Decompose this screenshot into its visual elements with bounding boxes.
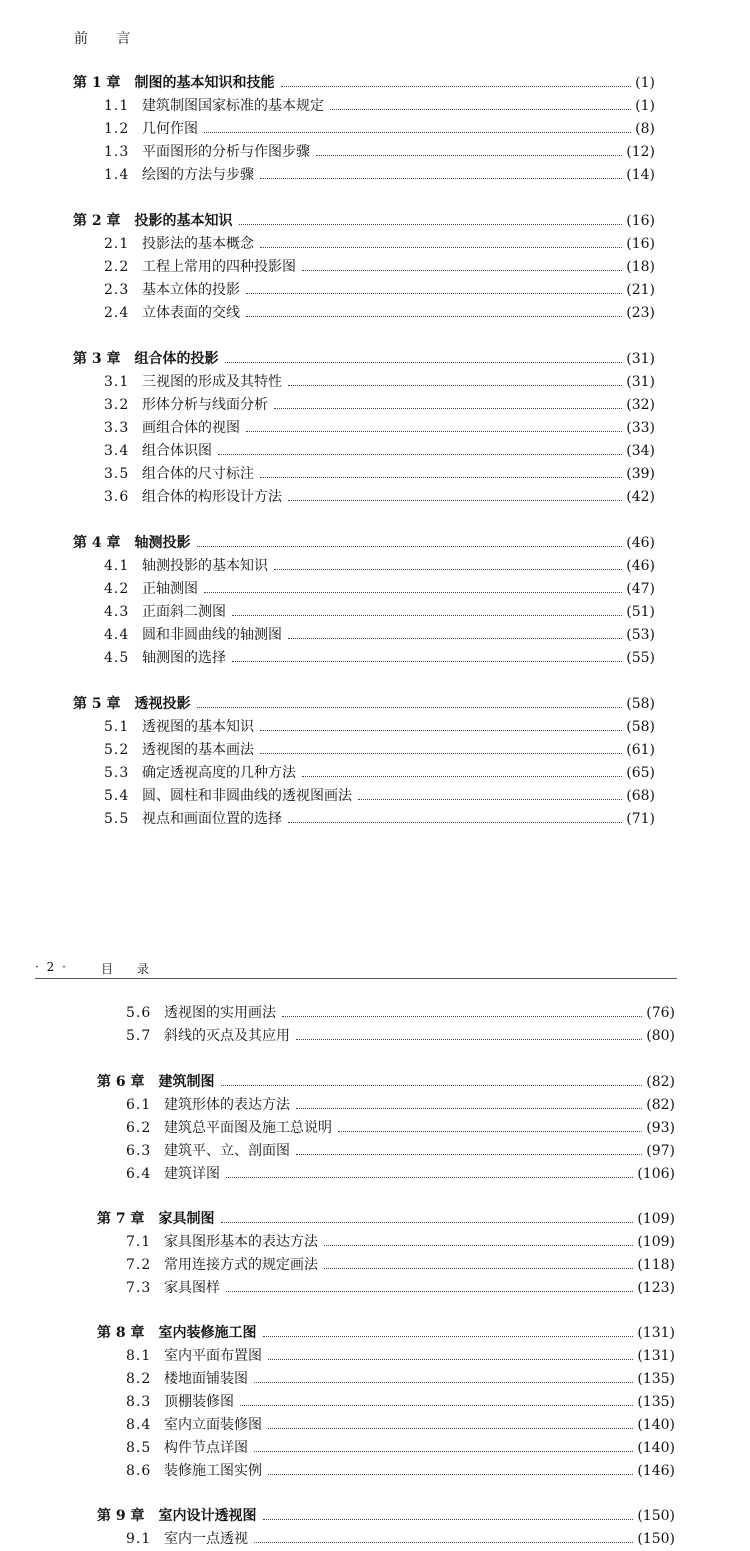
section-entry[interactable] (97, 1528, 675, 1551)
chapter-label: 第 4 章 (73, 535, 121, 551)
chapter-title: 投影的基本知识 (134, 213, 233, 229)
section-page: (46) (626, 558, 655, 574)
chapter-title: 制图的基本知识和技能 (134, 75, 275, 91)
section-number: 3.3 (104, 420, 130, 436)
section-entry[interactable] (73, 624, 655, 647)
section-page: (135) (637, 1371, 675, 1387)
section-page: (71) (626, 811, 655, 827)
chapter-entry[interactable] (73, 72, 655, 95)
section-page: (109) (637, 1234, 675, 1250)
section-page: (58) (626, 719, 655, 735)
section-entry[interactable] (97, 1140, 675, 1163)
section-number: 4.2 (104, 581, 130, 597)
section-entry[interactable] (73, 785, 655, 808)
section-entry[interactable] (97, 1025, 675, 1048)
dot-leader (302, 776, 622, 777)
chapter-page: (150) (637, 1508, 675, 1524)
chapter-title: 轴测投影 (134, 535, 191, 551)
dot-leader (288, 822, 622, 823)
section-page: (32) (626, 397, 655, 413)
section-page: (131) (637, 1348, 675, 1364)
section-page: (53) (626, 627, 655, 643)
section-entry[interactable] (73, 601, 655, 624)
section-number: 8.6 (126, 1463, 152, 1479)
dot-leader (197, 546, 623, 547)
section-title: 建筑详图 (164, 1166, 220, 1182)
section-title: 画组合体的视图 (142, 420, 240, 436)
dot-leader (246, 431, 622, 432)
chapter-entry[interactable] (73, 532, 655, 555)
chapter-label: 第 7 章 (97, 1211, 145, 1227)
section-page: (21) (626, 282, 655, 298)
toc-page-2 (0, 960, 750, 1546)
dot-leader (204, 592, 622, 593)
section-entry[interactable] (73, 95, 655, 118)
section-number: 5.2 (104, 742, 130, 758)
section-title: 投影法的基本概念 (142, 236, 254, 252)
section-entry[interactable] (97, 1277, 675, 1300)
section-entry[interactable] (97, 1117, 675, 1140)
section-entry[interactable] (73, 279, 655, 302)
section-entry[interactable] (73, 716, 655, 739)
section-number: 6.3 (126, 1143, 152, 1159)
toc-chapter (73, 693, 655, 831)
dot-leader (221, 1222, 634, 1223)
section-page: (146) (637, 1463, 675, 1479)
section-title: 斜线的灭点及其应用 (164, 1028, 290, 1044)
chapter-label: 第 5 章 (73, 696, 121, 712)
chapter-title: 室内装修施工图 (158, 1325, 257, 1341)
chapter-label: 第 9 章 (97, 1508, 145, 1524)
section-entry[interactable] (73, 118, 655, 141)
dot-leader (268, 1359, 633, 1360)
dot-leader (225, 362, 623, 363)
section-page: (118) (637, 1257, 675, 1273)
section-entry[interactable] (97, 1254, 675, 1277)
section-title: 建筑制图国家标准的基本规定 (142, 98, 324, 114)
chapter-page: (82) (646, 1074, 675, 1090)
dot-leader (246, 316, 622, 317)
toc-chapter (97, 1322, 675, 1483)
section-number: 3.6 (104, 489, 130, 505)
section-number: 3.2 (104, 397, 130, 413)
dot-leader (268, 1428, 633, 1429)
section-title: 楼地面铺装图 (164, 1371, 248, 1387)
section-number: 5.7 (126, 1028, 152, 1044)
section-title: 家具图样 (164, 1280, 220, 1296)
chapter-entry[interactable] (73, 348, 655, 371)
section-entry[interactable] (97, 1094, 675, 1117)
section-number: 5.4 (104, 788, 130, 804)
dot-leader (240, 1405, 633, 1406)
section-title: 平面图形的分析与作图步骤 (142, 144, 310, 160)
dot-leader (358, 799, 622, 800)
section-number: 8.1 (126, 1348, 152, 1364)
section-number: 1.4 (104, 167, 130, 183)
dot-leader (232, 615, 622, 616)
dot-leader (288, 385, 622, 386)
section-entry[interactable] (97, 1460, 675, 1483)
dot-leader (330, 109, 631, 110)
dot-leader (288, 638, 622, 639)
section-entry[interactable] (73, 302, 655, 325)
section-page: (18) (626, 259, 655, 275)
section-page: (65) (626, 765, 655, 781)
chapter-page: (131) (637, 1325, 675, 1341)
dot-leader (316, 155, 622, 156)
section-title: 家具图形基本的表达方法 (164, 1234, 318, 1250)
dot-leader (296, 1108, 642, 1109)
section-page: (97) (646, 1143, 675, 1159)
dot-leader (263, 1519, 634, 1520)
dot-leader (221, 1085, 643, 1086)
toc-chapter (97, 1208, 675, 1300)
dot-leader (296, 1039, 642, 1040)
section-title: 立体表面的交线 (142, 305, 240, 321)
section-title: 建筑平、立、剖面图 (164, 1143, 290, 1159)
section-title: 三视图的形成及其特性 (142, 374, 282, 390)
section-number: 5.3 (104, 765, 130, 781)
section-page: (140) (637, 1417, 675, 1433)
section-entry[interactable] (97, 1163, 675, 1186)
toc-chapter (97, 1505, 675, 1551)
section-title: 构件节点详图 (164, 1440, 248, 1456)
section-page: (23) (626, 305, 655, 321)
section-page: (34) (626, 443, 655, 459)
running-header (35, 960, 677, 979)
section-title: 透视图的基本知识 (142, 719, 254, 735)
section-title: 组合体的构形设计方法 (142, 489, 282, 505)
section-title: 建筑形体的表达方法 (164, 1097, 290, 1113)
section-entry[interactable] (73, 141, 655, 164)
section-number: 5.1 (104, 719, 130, 735)
section-title: 建筑总平面图及施工总说明 (164, 1120, 332, 1136)
dot-leader (263, 1336, 634, 1337)
dot-leader (324, 1268, 633, 1269)
chapter-page: (46) (626, 535, 655, 551)
dot-leader (254, 1382, 633, 1383)
dot-leader (218, 454, 622, 455)
section-title: 几何作图 (142, 121, 198, 137)
section-page: (76) (646, 1005, 675, 1021)
section-title: 正轴测图 (142, 581, 198, 597)
toc-chapter (73, 210, 655, 325)
section-number: 7.1 (126, 1234, 152, 1250)
section-title: 组合体的尺寸标注 (142, 466, 254, 482)
chapter-title: 家具制图 (158, 1211, 215, 1227)
section-number: 8.2 (126, 1371, 152, 1387)
dot-leader (324, 1245, 633, 1246)
section-title: 室内平面布置图 (164, 1348, 262, 1364)
dot-leader (268, 1474, 633, 1475)
section-number: 4.1 (104, 558, 130, 574)
section-page: (82) (646, 1097, 675, 1113)
section-entry[interactable] (97, 1391, 675, 1414)
section-title: 形体分析与线面分析 (142, 397, 268, 413)
section-number: 3.1 (104, 374, 130, 390)
section-entry[interactable] (73, 233, 655, 256)
dot-leader (226, 1291, 633, 1292)
section-number: 1.3 (104, 144, 130, 160)
chapter-label: 第 8 章 (97, 1325, 145, 1341)
dot-leader (239, 224, 623, 225)
section-number: 5.5 (104, 811, 130, 827)
section-title: 室内一点透视 (164, 1531, 248, 1547)
chapter-title: 建筑制图 (158, 1074, 215, 1090)
section-title: 圆、圆柱和非圆曲线的透视图画法 (142, 788, 352, 804)
section-entry[interactable] (73, 647, 655, 670)
dot-leader (274, 408, 622, 409)
chapter-entry[interactable] (73, 693, 655, 716)
section-title: 组合体识图 (142, 443, 212, 459)
chapter-entry[interactable] (97, 1505, 675, 1528)
section-entry[interactable] (97, 1437, 675, 1460)
section-entry[interactable] (73, 762, 655, 785)
chapter-page: (58) (626, 696, 655, 712)
section-page: (1) (635, 98, 655, 114)
section-entry[interactable] (73, 164, 655, 187)
dot-leader (204, 132, 631, 133)
section-title: 顶棚装修图 (164, 1394, 234, 1410)
dot-leader (296, 1154, 642, 1155)
dot-leader (254, 1451, 633, 1452)
section-title: 工程上常用的四种投影图 (142, 259, 296, 275)
section-entry[interactable] (73, 739, 655, 762)
section-number: 6.4 (126, 1166, 152, 1182)
section-number: 7.3 (126, 1280, 152, 1296)
section-page: (47) (626, 581, 655, 597)
section-entry[interactable] (73, 417, 655, 440)
dot-leader (246, 293, 622, 294)
section-page: (39) (626, 466, 655, 482)
section-title: 轴测图的选择 (142, 650, 226, 666)
section-page: (80) (646, 1028, 675, 1044)
dot-leader (282, 1016, 642, 1017)
section-number: 8.5 (126, 1440, 152, 1456)
dot-leader (232, 661, 622, 662)
section-page: (51) (626, 604, 655, 620)
chapter-entry[interactable] (97, 1208, 675, 1231)
section-page: (135) (637, 1394, 675, 1410)
dot-leader (260, 753, 622, 754)
chapter-label: 第 2 章 (73, 213, 121, 229)
dot-leader (288, 500, 622, 501)
section-number: 1.1 (104, 98, 130, 114)
dot-leader (274, 569, 622, 570)
section-number: 1.2 (104, 121, 130, 137)
chapter-entry[interactable] (97, 1071, 675, 1094)
dot-leader (338, 1131, 642, 1132)
dot-leader (254, 1542, 633, 1543)
section-number: 3.5 (104, 466, 130, 482)
section-title: 室内立面装修图 (164, 1417, 262, 1433)
section-title: 轴测投影的基本知识 (142, 558, 268, 574)
section-page: (106) (637, 1166, 675, 1182)
section-number: 2.3 (104, 282, 130, 298)
section-entry[interactable] (73, 371, 655, 394)
chapter-title: 透视投影 (134, 696, 191, 712)
section-entry[interactable] (97, 1414, 675, 1437)
section-page: (61) (626, 742, 655, 758)
section-number: 8.4 (126, 1417, 152, 1433)
toc-chapter (97, 1071, 675, 1186)
section-number: 2.4 (104, 305, 130, 321)
toc-chapter (73, 72, 655, 187)
section-number: 9.1 (126, 1531, 152, 1547)
section-number: 4.4 (104, 627, 130, 643)
section-entry[interactable] (73, 486, 655, 509)
section-number: 6.2 (126, 1120, 152, 1136)
section-entry[interactable] (73, 256, 655, 279)
dot-leader (226, 1177, 633, 1178)
section-title: 透视图的实用画法 (164, 1005, 276, 1021)
toc-chapter (97, 1002, 675, 1048)
preface-entry[interactable]: 前 言 (74, 31, 143, 47)
dot-leader (197, 707, 623, 708)
section-entry[interactable] (73, 394, 655, 417)
dot-leader (281, 86, 632, 87)
header-page-number: · 2 · (35, 960, 68, 974)
section-entry[interactable] (97, 1231, 675, 1254)
chapter-page: (1) (635, 75, 655, 91)
section-page: (31) (626, 374, 655, 390)
section-entry[interactable] (97, 1345, 675, 1368)
section-number: 2.1 (104, 236, 130, 252)
toc-chapter (73, 348, 655, 509)
dot-leader (260, 730, 622, 731)
chapter-label: 第 1 章 (73, 75, 121, 91)
section-page: (93) (646, 1120, 675, 1136)
section-entry[interactable] (97, 1368, 675, 1391)
section-number: 5.6 (126, 1005, 152, 1021)
section-title: 正面斜二测图 (142, 604, 226, 620)
section-title: 基本立体的投影 (142, 282, 240, 298)
dot-leader (302, 270, 622, 271)
section-title: 确定透视高度的几种方法 (142, 765, 296, 781)
section-title: 绘图的方法与步骤 (142, 167, 254, 183)
section-title: 视点和画面位置的选择 (142, 811, 282, 827)
section-entry[interactable] (73, 578, 655, 601)
chapter-page: (109) (637, 1211, 675, 1227)
section-page: (68) (626, 788, 655, 804)
chapter-label: 第 6 章 (97, 1074, 145, 1090)
dot-leader (260, 477, 622, 478)
section-title: 装修施工图实例 (164, 1463, 262, 1479)
chapter-page: (16) (626, 213, 655, 229)
section-page: (14) (626, 167, 655, 183)
toc-chapter (73, 532, 655, 670)
chapter-entry[interactable] (97, 1322, 675, 1345)
section-number: 2.2 (104, 259, 130, 275)
section-title: 透视图的基本画法 (142, 742, 254, 758)
section-title: 常用连接方式的规定画法 (164, 1257, 318, 1273)
section-page: (123) (637, 1280, 675, 1296)
dot-leader (260, 178, 622, 179)
section-page: (33) (626, 420, 655, 436)
section-entry[interactable] (73, 440, 655, 463)
section-page: (140) (637, 1440, 675, 1456)
chapter-page: (31) (626, 351, 655, 367)
section-title: 圆和非圆曲线的轴测图 (142, 627, 282, 643)
section-page: (16) (626, 236, 655, 252)
section-entry[interactable] (73, 463, 655, 486)
chapter-label: 第 3 章 (73, 351, 121, 367)
section-number: 7.2 (126, 1257, 152, 1273)
section-number: 4.3 (104, 604, 130, 620)
dot-leader (260, 247, 622, 248)
section-page: (150) (637, 1531, 675, 1547)
section-page: (42) (626, 489, 655, 505)
chapter-title: 室内设计透视图 (158, 1508, 257, 1524)
section-entry[interactable] (97, 1002, 675, 1025)
header-title: 目 录 (101, 962, 159, 976)
section-number: 6.1 (126, 1097, 152, 1113)
section-entry[interactable] (73, 808, 655, 831)
section-page: (12) (626, 144, 655, 160)
section-number: 4.5 (104, 650, 130, 666)
section-number: 3.4 (104, 443, 130, 459)
section-page: (8) (635, 121, 655, 137)
chapter-entry[interactable] (73, 210, 655, 233)
section-page: (55) (626, 650, 655, 666)
section-entry[interactable] (73, 555, 655, 578)
chapter-title: 组合体的投影 (134, 351, 219, 367)
section-number: 8.3 (126, 1394, 152, 1410)
